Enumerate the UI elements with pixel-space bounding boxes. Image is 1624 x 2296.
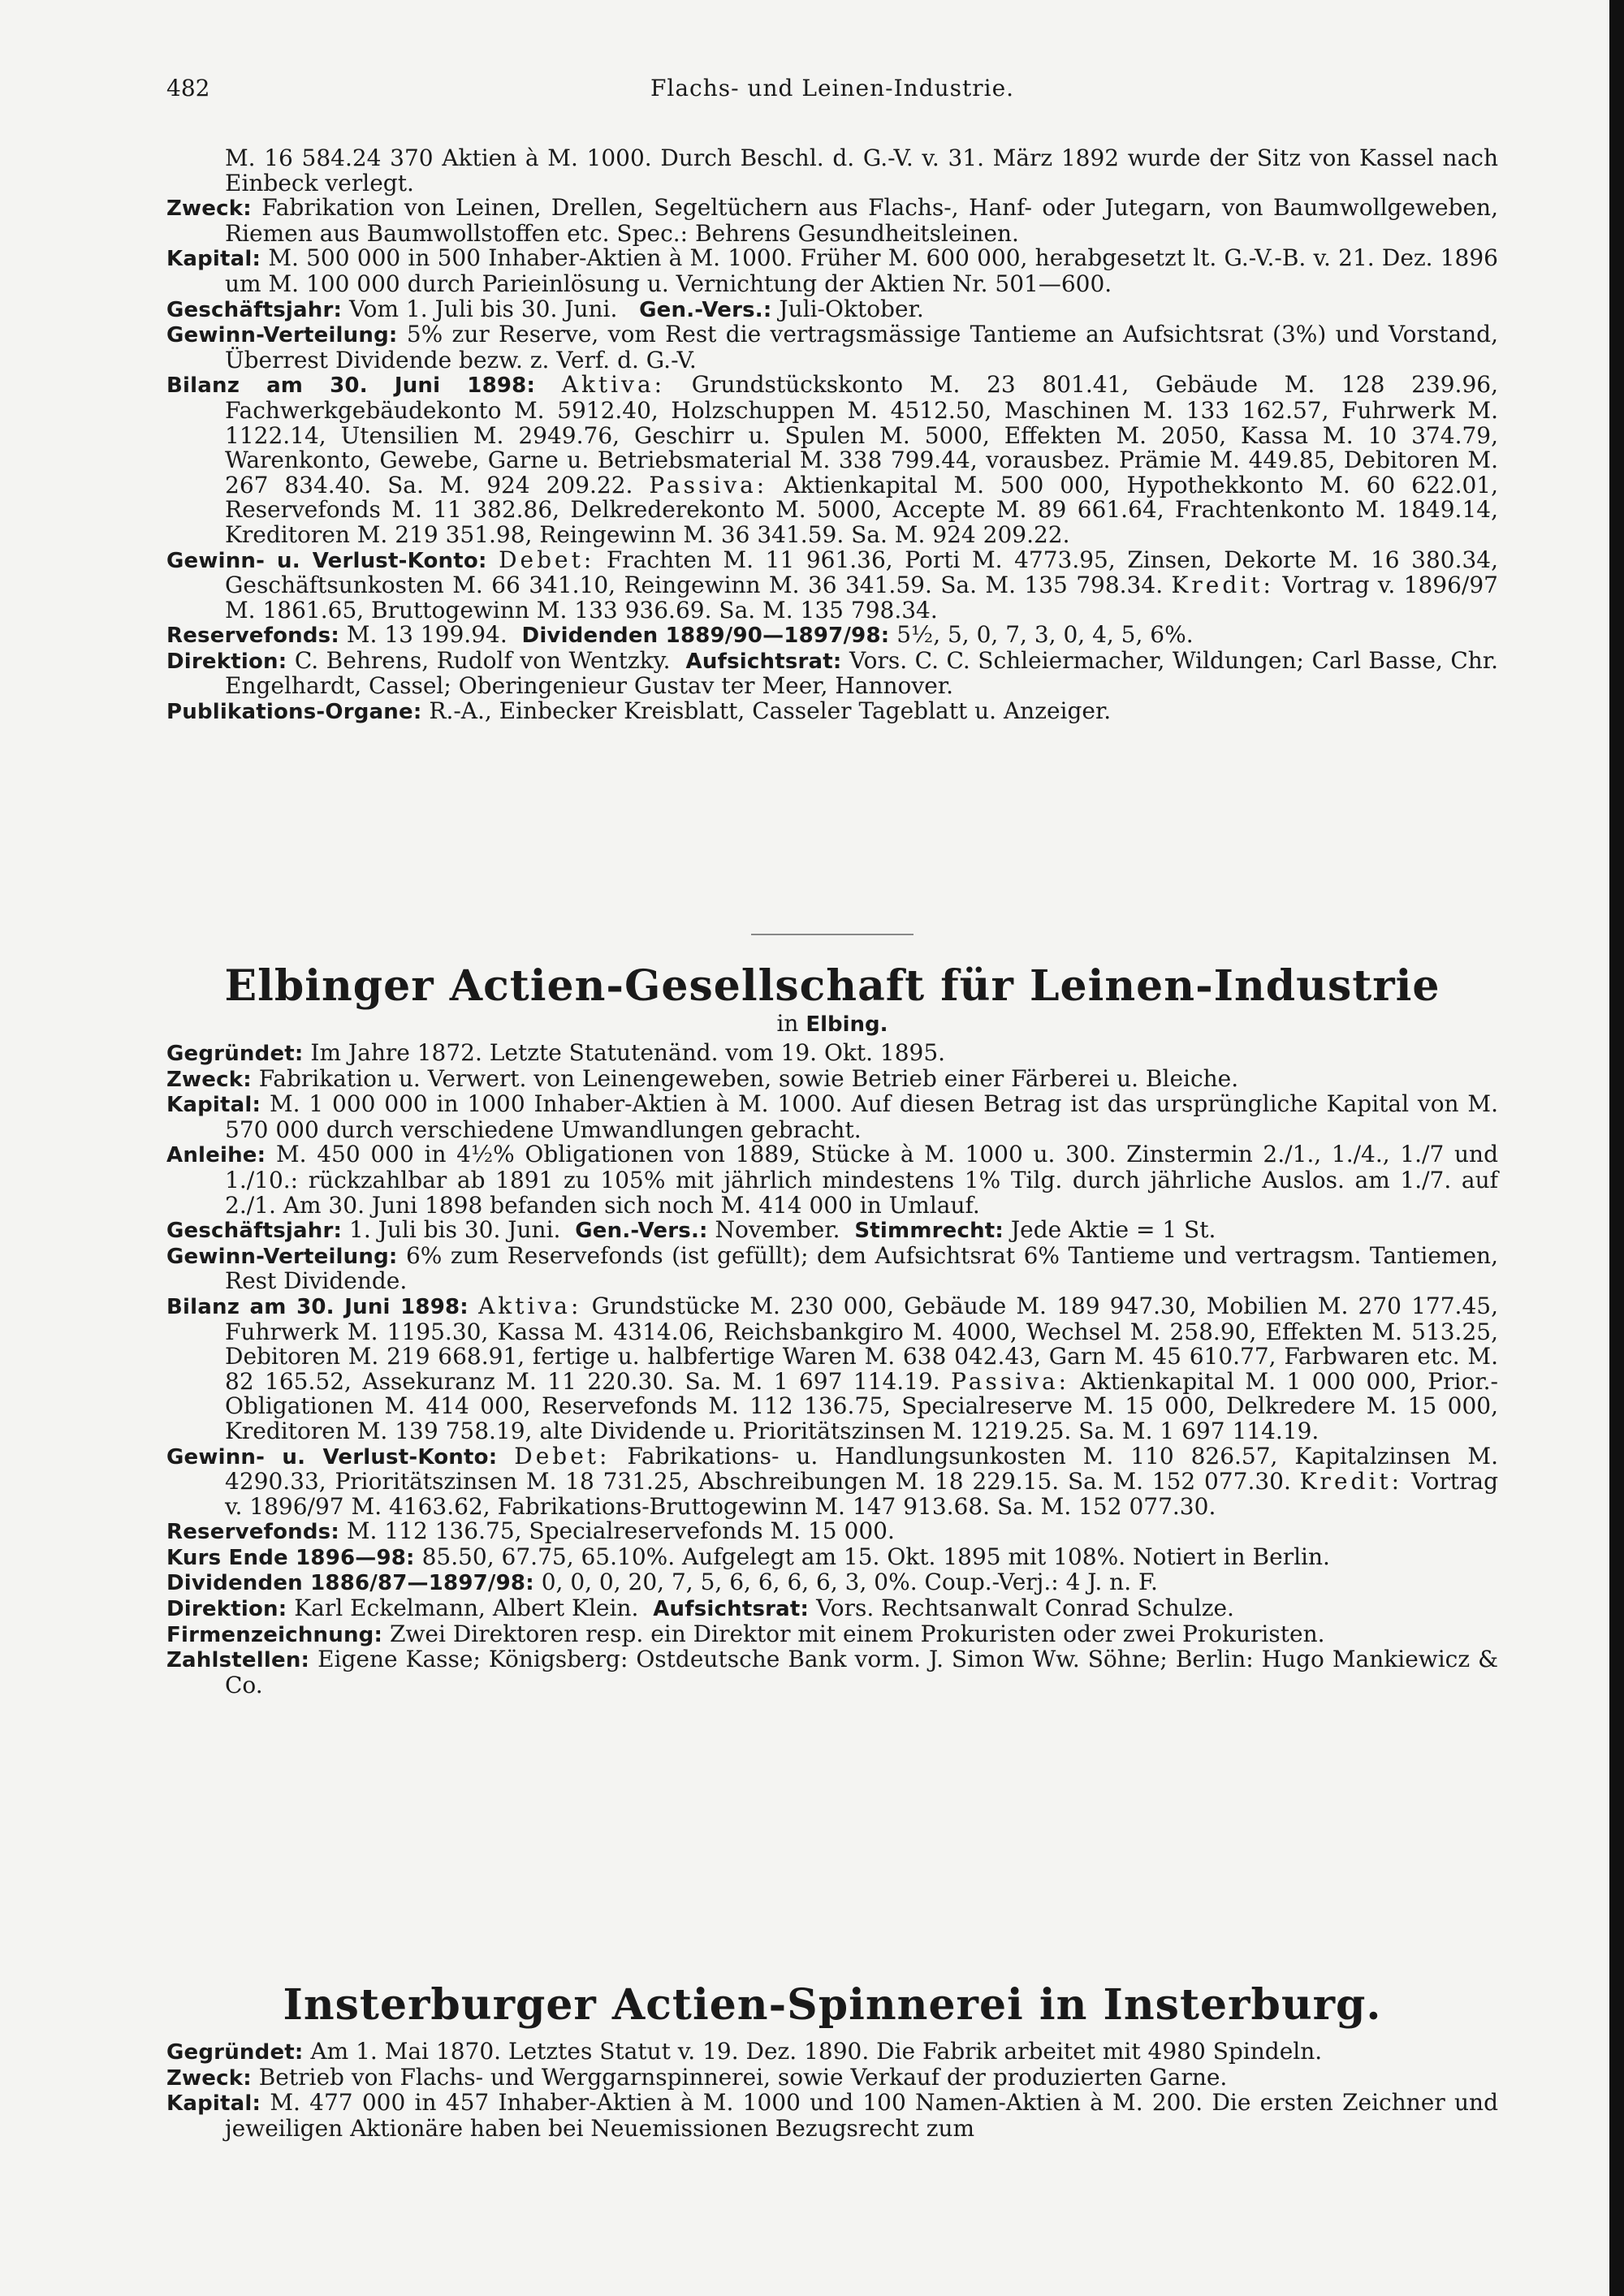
kredit-word: Kredit:	[1171, 572, 1274, 599]
kurs-entry	[166, 1545, 1498, 1571]
passiva-word: Passiva:	[951, 1367, 1070, 1395]
dividenden-label: Dividenden 1889/90—1897/98:	[521, 624, 890, 649]
gegruendet-entry	[166, 1041, 1498, 1067]
zweck-entry	[166, 2065, 1498, 2091]
zahlstellen-entry	[166, 1647, 1498, 1698]
debet-word: Debet:	[499, 546, 595, 573]
passiva-word: Passiva:	[649, 471, 768, 498]
gewinn-verteilung-text: 6% zum Reservefonds (ist gefüllt); dem Aufsichtsrat 6% Tantieme und vertragsm. Tantiemen, Rest Dividende.	[225, 1241, 1498, 1295]
section-insterburger	[166, 1981, 1498, 2141]
geschaeftsjahr-entry	[166, 1218, 1498, 1244]
aktiva-text: Grundstücke M. 230 000, Gebäude M. 189 947.30, Mobilien M. 270 177.45, Fuhrwerk M. 1195.30, Kassa M. 4314.06, Reichsbankgiro M. 4000, Wechsel M. 258.90, Effekten M. 513.25, Debitoren M. 219 668.91, fertige u. halbfertige Waren M. 638 042.43, Garn M. 45 610.77, Farbwaren etc. M. 82 165.52, Assekuranz M. 11 220.30. Sa. M. 1 697 114.19.	[225, 1292, 1498, 1395]
kapital-label: Kapital:	[166, 1093, 261, 1118]
firmenzeichnung-entry	[166, 1622, 1498, 1648]
intro-text: M. 16 584.24 370 Aktien à M. 1000. Durch Beschl. d. G.-V. v. 31. März 1892 wurde der Sitz von Kassel nach Einbeck verlegt.	[225, 145, 1498, 196]
reservefonds-text: M. 13 199.94.	[346, 621, 508, 649]
anleihe-text: M. 450 000 in 4½% Obligationen von 1889, Stücke à M. 1000 u. 300. Zinstermin 2./1., 1./4., 1./7 und 1./10.: rückzahlbar ab 1891 zu 105% mit jährlich mindestens 1% Tilg. durch jährliche Auslos. am 1./7. auf 2./1. Am 30. Juni 1898 befanden sich noch M. 414 000 in Umlauf.	[225, 1141, 1498, 1219]
reservefonds-text: M. 112 136.75, Specialreservefonds M. 15 000.	[346, 1517, 895, 1545]
firmenzeichnung-text: Zwei Direktoren resp. ein Direktor mit einem Prokuristen oder zwei Prokuristen.	[389, 1620, 1325, 1647]
reservefonds-entry	[166, 623, 1498, 649]
gegruendet-label: Gegründet:	[166, 2040, 304, 2065]
gegruendet-text: Am 1. Mai 1870. Letztes Statut v. 19. Dez. 1890. Die Fabrik arbeitet mit 4980 Spindeln.	[310, 2038, 1323, 2065]
dividenden-text: 0, 0, 0, 20, 7, 5, 6, 6, 6, 6, 3, 0%. Coup.-Verj.: 4 J. n. F.	[541, 1569, 1158, 1596]
publikations-text: R.-A., Einbecker Kreisblatt, Casseler Tageblatt u. Anzeiger.	[429, 697, 1112, 725]
direktion-entry	[166, 1596, 1498, 1622]
kapital-label: Kapital:	[166, 2091, 261, 2117]
aufsichtsrat-label: Aufsichtsrat:	[653, 1597, 810, 1622]
gewinn-verteilung-text: 5% zur Reserve, vom Rest die vertragsmässige Tantieme an Aufsichtsrat (3%) und Vorstand, Überrest Dividende bezw. z. Verf. d. G.-V.	[225, 321, 1498, 373]
anleihe-entry	[166, 1142, 1498, 1218]
kapital-text: M. 500 000 in 500 Inhaber-Aktien à M. 1000. Früher M. 600 000, herabgesetzt lt. G.-V.-B. v. 21. Dez. 1896 um M. 100 000 durch Parieinlösung u. Vernichtung der Aktien Nr. 501—600.	[225, 244, 1498, 297]
running-title: Flachs- und Leinen-Industrie.	[650, 75, 1015, 101]
direktion-label: Direktion:	[166, 1597, 287, 1622]
direktion-text: Karl Eckelmann, Albert Klein.	[294, 1595, 639, 1622]
dividenden-text: 5½, 5, 0, 7, 3, 0, 4, 5, 6%.	[896, 621, 1194, 649]
direktion-entry	[166, 646, 1499, 700]
kapital-text: M. 1 000 000 in 1000 Inhaber-Aktien à M. 1000. Auf diesen Betrag ist das ursprüngliche Kapital von M. 570 000 durch verschiedene Umwandlungen gebracht.	[225, 1090, 1498, 1143]
geschaeftsjahr-text: 1. Juli bis 30. Juni.	[349, 1216, 561, 1244]
reservefonds-label: Reservefonds:	[166, 624, 339, 649]
geschaeftsjahr-text: Vom 1. Juli bis 30. Juni.	[349, 295, 618, 322]
gen-vers-text: Juli-Oktober.	[779, 295, 924, 322]
passiva-text: Aktienkapital M. 500 000, Hypothekkonto M. 60 622.01, Reservefonds M. 11 382.86, Delkrederekonto M. 5000, Accepte M. 89 661.64, Frachtenkonto M. 1849.14, Kreditoren M. 219 351.98, Reingewinn M. 36 341.59. Sa. M. 924 209.22.	[225, 471, 1498, 548]
gen-vers-text: November.	[715, 1216, 840, 1244]
scan-dark-edge	[1609, 0, 1624, 2296]
bilanz-label: Bilanz am 30. Juni 1898:	[166, 373, 536, 399]
document-page	[166, 0, 1498, 2296]
debet-text: Fabrikations- u. Handlungsunkosten M. 110 826.57, Kapitalzinsen M. 4290.33, Prioritätszinsen M. 18 731.25, Abschreibungen M. 18 229.15. Sa. M. 152 077.30.	[225, 1442, 1498, 1495]
zweck-entry	[166, 196, 1498, 246]
page-number: 482	[166, 75, 210, 101]
gewinn-verteilung-label: Gewinn-Verteilung:	[166, 1244, 398, 1269]
section-continued-entry	[166, 146, 1498, 725]
kapital-label: Kapital:	[166, 247, 261, 272]
aufsichtsrat-text: Vors. C. C. Schleiermacher, Wildungen; Carl Basse, Chr. Engelhardt, Cassel; Oberingenieur Gustav ter Meer, Hannover.	[225, 646, 1499, 700]
gen-vers-label: Gen.-Vers.:	[575, 1219, 708, 1244]
guv-entry	[166, 548, 1498, 624]
zweck-label: Zweck:	[166, 2065, 252, 2091]
gen-vers-label: Gen.-Vers.:	[639, 297, 772, 322]
dividenden-entry	[166, 1570, 1498, 1596]
geschaeftsjahr-label: Geschäftsjahr:	[166, 297, 343, 322]
debet-word: Debet:	[514, 1442, 611, 1470]
aufsichtsrat-text: Vors. Rechtsanwalt Conrad Schulze.	[816, 1595, 1234, 1622]
dividenden-label: Dividenden 1886/87—1897/98:	[166, 1571, 534, 1596]
kredit-text: Vortrag v. 1896/97 M. 4163.62, Fabrikations-Bruttogewinn M. 147 913.68. Sa. M. 152 077.30.	[225, 1468, 1498, 1520]
gegruendet-entry	[166, 2039, 1498, 2065]
stimmrecht-label: Stimmrecht:	[854, 1219, 1004, 1244]
gegruendet-text: Im Jahre 1872. Letzte Statutenänd. vom 19. Okt. 1895.	[310, 1039, 946, 1066]
zweck-label: Zweck:	[166, 196, 252, 222]
aktiva-text: Grundstückskonto M. 23 801.41, Gebäude M. 128 239.96, Fachwerkgebäudekonto M. 5912.40, Holzschuppen M. 4512.50, Maschinen M. 133 162.57, Fuhrwerk M. 1122.14, Utensilien M. 2949.76, Geschirr u. Spulen M. 5000, Effekten M. 2050, Kassa M. 10 374.79, Warenkonto, Gewebe, Garne u. Betriebsmaterial M. 338 799.44, vorausbez. Prämie M. 449.85, Debitoren M. 267 834.40. Sa. M. 924 209.22.	[225, 371, 1498, 498]
zweck-text: Betrieb von Flachs- und Werggarnspinnerei, sowie Verkauf der produzierten Garne.	[258, 2063, 1228, 2091]
aufsichtsrat-label: Aufsichtsrat:	[685, 649, 842, 674]
company-subtitle	[166, 1011, 1498, 1038]
gewinn-verteilung-label: Gewinn-Verteilung:	[166, 323, 398, 348]
zweck-text: Fabrikation u. Verwert. von Leinengeweben, sowie Betrieb einer Färberei u. Bleiche.	[258, 1064, 1239, 1092]
guv-label: Gewinn- u. Verlust-Konto:	[166, 548, 487, 573]
section-divider	[751, 934, 914, 935]
running-head	[166, 75, 1498, 107]
direktion-label: Direktion:	[166, 649, 287, 674]
publikations-label: Publikations-Organe:	[166, 700, 422, 725]
direktion-text: C. Behrens, Rudolf von Wentzky.	[294, 646, 671, 674]
passiva-text: Aktienkapital M. 1 000 000, Prior.-Obligationen M. 414 000, Reservefonds M. 112 136.75, Specialreserve M. 15 000, Delkredere M. 15 000, Kreditoren M. 139 758.19, alte Dividende u. Prioritätszinsen M. 1219.25. Sa. M. 1 697 114.19.	[225, 1367, 1498, 1444]
gewinn-verteilung-entry	[166, 322, 1498, 373]
publikations-entry	[166, 699, 1498, 725]
stimmrecht-text: Jede Aktie = 1 St.	[1010, 1216, 1216, 1244]
intro-paragraph	[166, 146, 1498, 196]
zweck-label: Zweck:	[166, 1067, 252, 1092]
zweck-text: Fabrikation von Leinen, Drellen, Segeltüchern aus Flachs-, Hanf- oder Jutegarn, von Baumwollgeweben, Riemen aus Baumwollstoffen etc. Spec.: Behrens Gesundheitsleinen.	[225, 194, 1498, 247]
kapital-entry	[166, 246, 1498, 296]
company-title-elbinger: Elbinger Actien-Gesellschaft für Leinen-Industrie	[224, 961, 1440, 1011]
bilanz-entry	[166, 1294, 1498, 1444]
firmenzeichnung-label: Firmenzeichnung:	[166, 1622, 383, 1647]
aktiva-word: Aktiva:	[561, 371, 666, 399]
section-elbinger	[166, 962, 1498, 1698]
guv-entry	[166, 1444, 1498, 1520]
kurs-text: 85.50, 67.75, 65.10%. Aufgelegt am 15. Okt. 1895 mit 108%. Notiert in Berlin.	[421, 1543, 1330, 1570]
kredit-word: Kredit:	[1299, 1468, 1403, 1495]
gegruendet-label: Gegründet:	[166, 1042, 304, 1066]
aktiva-word: Aktiva:	[478, 1292, 582, 1319]
anleihe-label: Anleihe:	[166, 1143, 266, 1168]
reservefonds-entry	[166, 1519, 1498, 1545]
zweck-entry	[166, 1064, 1498, 1093]
kapital-entry	[166, 1092, 1498, 1142]
geschaeftsjahr-label: Geschäftsjahr:	[166, 1219, 343, 1244]
bilanz-label: Bilanz am 30. Juni 1898:	[166, 1294, 469, 1319]
subtitle-prefix: in	[776, 1010, 799, 1037]
debet-text: Frachten M. 11 961.36, Porti M. 4773.95, Zinsen, Dekorte M. 16 380.34, Geschäftsunkosten M. 66 341.10, Reingewinn M. 36 341.59. Sa. M. 135 798.34.	[225, 546, 1498, 599]
kapital-entry	[166, 2091, 1498, 2141]
kurs-label: Kurs Ende 1896—98:	[166, 1545, 415, 1570]
guv-label: Gewinn- u. Verlust-Konto:	[166, 1444, 498, 1470]
geschaeftsjahr-entry	[166, 297, 1498, 323]
gewinn-verteilung-entry	[166, 1241, 1498, 1295]
subtitle-city: Elbing.	[806, 1012, 888, 1037]
reservefonds-label: Reservefonds:	[166, 1520, 339, 1545]
bilanz-entry	[166, 373, 1498, 547]
zahlstellen-label: Zahlstellen:	[166, 1648, 310, 1673]
company-title-insterburger: Insterburger Actien-Spinnerei in Insterburg.	[283, 1980, 1382, 2030]
kapital-text: M. 477 000 in 457 Inhaber-Aktien à M. 1000 und 100 Namen-Aktien à M. 200. Die ersten Zeichner und jeweiligen Aktionäre haben bei Neuemissionen Bezugsrecht zum	[225, 2089, 1498, 2142]
zahlstellen-text: Eigene Kasse; Königsberg: Ostdeutsche Bank vorm. J. Simon Ww. Söhne; Berlin: Hugo Mankiewicz & Co.	[225, 1646, 1499, 1698]
kredit-text: Vortrag v. 1896/97 M. 1861.65, Bruttogewinn M. 133 936.69. Sa. M. 135 798.34.	[225, 572, 1498, 624]
